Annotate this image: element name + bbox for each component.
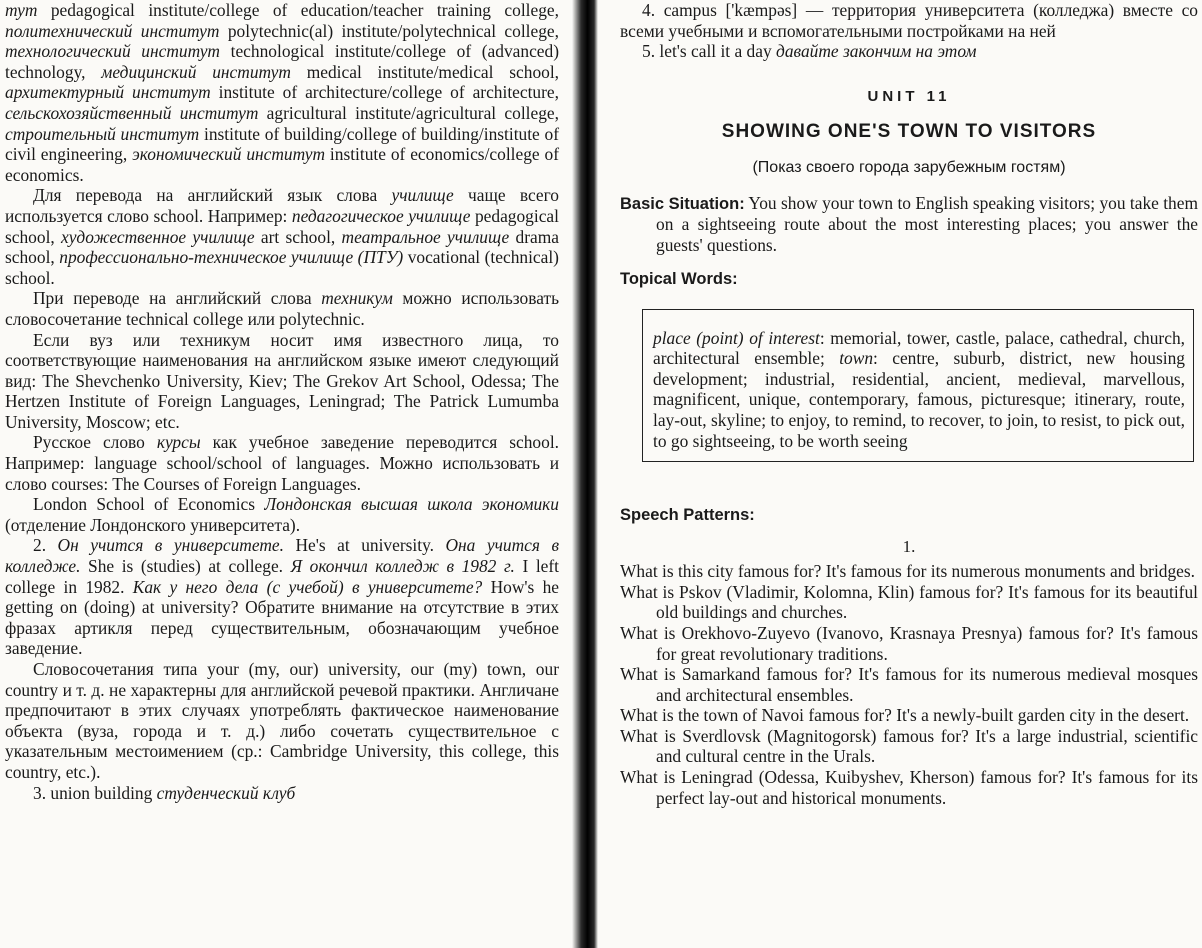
text-run: London School of Economics xyxy=(33,494,265,515)
text-run: technological institute/college of (advanced) technology, xyxy=(5,41,559,82)
italic-term: театральное училище xyxy=(341,226,510,247)
italic-term: строительный институт xyxy=(5,123,200,144)
text-run: institute of economics/college of economics. xyxy=(5,144,559,185)
italic-term: педагогическое училище xyxy=(291,205,471,226)
text-run: art school, xyxy=(254,226,342,247)
italic-term: town xyxy=(839,348,874,369)
italic-term: курсы xyxy=(156,432,201,453)
text-run: I left college in 1982. xyxy=(5,556,559,597)
italic-term: Она учится в колледже. xyxy=(5,535,559,577)
paragraph xyxy=(0,0,565,185)
italic-term: place (point) of interest xyxy=(653,327,820,348)
topical-words-box xyxy=(642,309,1194,463)
text-run: Русское слово xyxy=(33,432,157,453)
italic-term: Я окончил колледж в 1982 г. xyxy=(290,556,515,577)
italic-term: техникум xyxy=(321,288,393,309)
text-run: Словосочетания типа your (my, our) university, our (my) town, our country и т. д. не характерны для английской речевой практики. Англичане предпочитают в этих случаях употреблять фактическое наименование объекта (вуза, города и т. д.) либо сочетать существительное с указательным местоимением (ср.: Cambridge University, this college, this country, etc.). xyxy=(5,659,559,782)
pattern-number: 1. xyxy=(902,537,916,557)
italic-term: архитектурный институт xyxy=(5,82,211,103)
paragraph xyxy=(0,330,565,433)
paragraph xyxy=(0,494,565,535)
paragraph xyxy=(0,288,565,329)
paragraph xyxy=(0,185,565,288)
text-run: agricultural institute/agricultural college, xyxy=(258,102,559,123)
text-run: (отделение Лондонского университета). xyxy=(5,514,301,535)
italic-term: технологический институт xyxy=(5,41,220,62)
text-run: polytechnic(al) institute/polytechnical college, xyxy=(219,20,559,41)
note-5 xyxy=(620,41,1198,62)
italic-term: тут xyxy=(5,0,38,20)
text-run: как учебное заведение переводится school. Например: language school/school of languages. Можно использовать и слово courses: The Courses of Foreign Languages. xyxy=(5,432,559,494)
speech-pattern: What is Pskov (Vladimir, Kolomna, Klin) famous for? It's famous for its beautiful old buildings and churches. xyxy=(620,581,1198,623)
speech-pattern: What is this city famous for? It's famous for its numerous monuments and bridges. xyxy=(620,561,1195,582)
italic-term: студенческий клуб xyxy=(156,782,296,803)
speech-pattern: What is Samarkand famous for? It's famous for its numerous medieval mosques and architectural ensembles. xyxy=(620,664,1198,705)
text-run: : centre, suburb, district, new housing development; industrial, residential, ancient, medieval, marvellous, magnificent, unique, contemporary, famous, picturesque; itinerary, route, lay-out, skyline; to enjoy, to remind, to recover, to join, to resist, to pick out, to go sightseeing, to be worth seeing xyxy=(653,348,1185,451)
text-run: : memorial, tower, castle, palace, cathedral, church, architectural ensemble; xyxy=(653,327,1185,369)
right-page xyxy=(608,0,1202,948)
paragraph xyxy=(0,432,565,494)
text-run: Если вуз или техникум носит имя известного лица, то соответствующие наименования на английском языке имеют следующий вид: The Shevchenko University, Kiev; The Grekov Art School, Odessa; The Hertzen Institute of Foreign Languages, Leningrad; The Patrick Lumumba University, Moscow; etc. xyxy=(5,329,559,432)
paragraph xyxy=(0,783,565,804)
italic-term: сельскохозяйственный институт xyxy=(5,102,259,123)
text-run: 4. campus ['kæmpəs] — территория университета (колледжа) вместе со всеми учебными и вспомогательными постройками на ней xyxy=(620,0,1198,41)
italic-term: Он учится в университете. xyxy=(57,535,284,556)
italic-term: профессионально-техническое училище (ПТУ) xyxy=(59,247,404,268)
speech-pattern: What is Sverdlovsk (Magnitogorsk) famous for? It's a large industrial, scientific and cultural centre in the Urals. xyxy=(620,725,1198,767)
italic-term: Как у него дела (с учебой) в университете? xyxy=(132,576,483,597)
text-run: можно использовать словосочетание technical college или polytechnic. xyxy=(5,288,559,329)
text-run: pedagogical school, xyxy=(5,205,559,247)
text-run: drama school, xyxy=(5,226,559,268)
unit-number: UNIT 11 xyxy=(867,87,951,105)
italic-term: медицинский институт xyxy=(101,61,291,82)
book-gutter xyxy=(572,0,598,948)
italic-term: экономический институт xyxy=(132,144,326,165)
unit-title: SHOWING ONE'S TOWN TO VISITORS xyxy=(721,120,1097,142)
note-4 xyxy=(620,0,1198,41)
basic-situation-label: Basic Situation: xyxy=(620,194,745,213)
basic-situation-text: You show your town to English speaking visitors; you take them on a sightseeing route about the most interesting places; you answer the guests' questions. xyxy=(656,192,1198,255)
left-page xyxy=(0,0,565,948)
basic-situation xyxy=(620,193,1198,256)
text-run: чаще всего используется слово school. Например: xyxy=(5,185,559,226)
topical-words-heading: Topical Words: xyxy=(620,269,738,288)
text-run: He's at university. xyxy=(283,535,446,556)
text-run: При переводе на английский слова xyxy=(33,288,322,309)
text-run: She is (studies) at college. xyxy=(80,556,291,577)
italic-term: художественное училище xyxy=(61,226,255,247)
text-run: institute of building/college of building/institute of civil engineering, xyxy=(5,123,560,165)
text-run: 3. union building xyxy=(33,782,157,803)
text-run: institute of architecture/college of architecture, xyxy=(210,82,559,103)
text-run: medical institute/medical school, xyxy=(290,61,560,82)
speech-pattern-list xyxy=(620,561,1198,808)
speech-pattern: What is the town of Navoi famous for? It's a newly-built garden city in the desert. xyxy=(620,705,1190,726)
paragraph xyxy=(0,535,565,659)
text-run: vocational (technical) school. xyxy=(5,247,559,288)
italic-term: политехнический институт xyxy=(5,20,220,41)
italic-term: давайте закончим на этом xyxy=(776,41,977,62)
unit-subtitle: (Показ своего города зарубежным гостям) xyxy=(752,158,1066,176)
italic-term: Лондонская высшая школа экономики xyxy=(264,494,560,515)
paragraph xyxy=(0,659,565,783)
speech-pattern: What is Leningrad (Odessa, Kuibyshev, Kherson) famous for? It's famous for its perfect lay-out and historical monuments. xyxy=(620,767,1198,808)
speech-pattern: What is Orekhovo-Zuyevo (Ivanovo, Krasnaya Presnya) famous for? It's famous for great revolutionary traditions. xyxy=(620,622,1198,664)
speech-patterns-heading: Speech Patterns: xyxy=(620,506,755,525)
text-run: How's he getting on (doing) at university? Обратите внимание на отсутствие в этих фразах артикля перед существительным, обозначающим учебное заведение. xyxy=(5,576,559,659)
text-run: 5. let's call it a day xyxy=(642,41,777,62)
text-run: pedagogical institute/college of education/teacher training college, xyxy=(37,0,559,20)
text-run: 2. xyxy=(33,535,58,556)
italic-term: училище xyxy=(391,185,454,206)
topical-words-text xyxy=(653,328,1185,452)
text-run: Для перевода на английский язык слова xyxy=(33,185,392,206)
